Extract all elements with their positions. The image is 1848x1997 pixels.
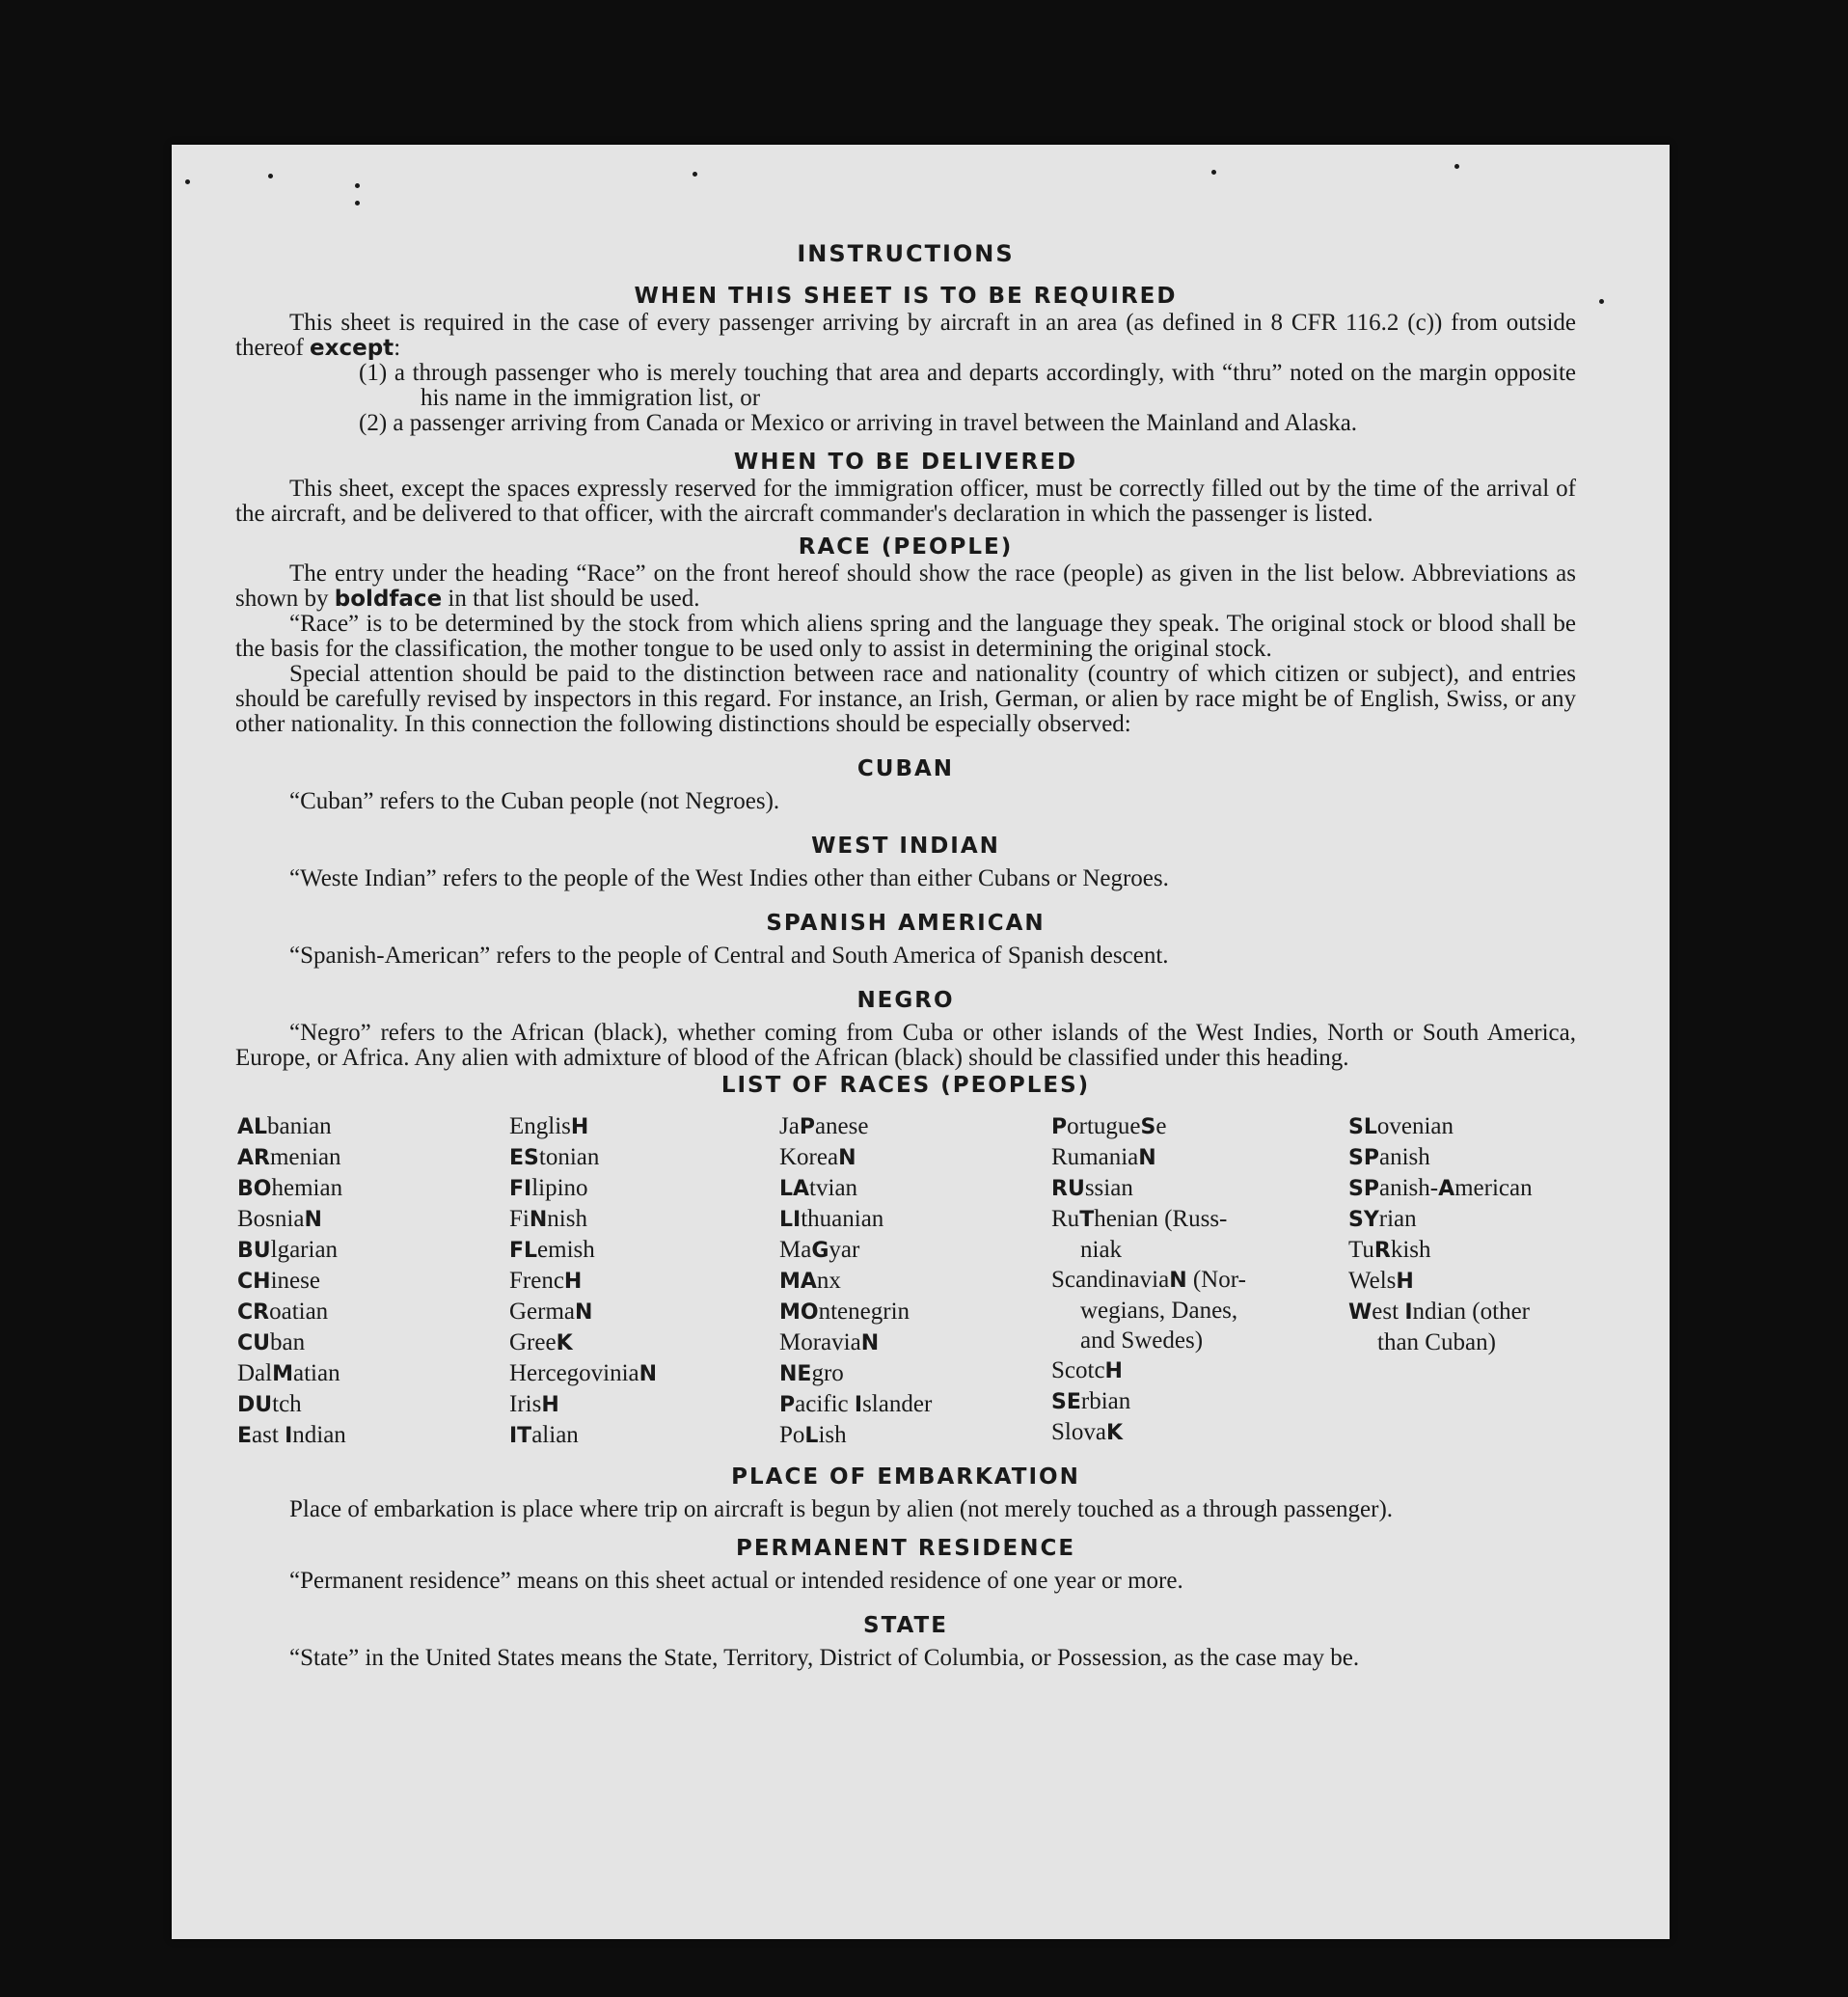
race-text: rian	[1378, 1206, 1417, 1232]
race-text: ban	[270, 1329, 306, 1355]
race-text: nx	[816, 1268, 841, 1294]
race-entry	[509, 1173, 779, 1204]
race-text: Bosnia	[237, 1206, 305, 1232]
race-text: est	[1372, 1299, 1405, 1325]
speck	[185, 179, 190, 184]
races-column-1	[237, 1111, 509, 1451]
race-text: Germa	[509, 1299, 576, 1325]
race-abbreviation: FL	[509, 1239, 538, 1263]
races-list	[237, 1111, 1576, 1451]
race-entry	[779, 1266, 1051, 1297]
state-text: “State” in the United States means the State, Territory, District of Columbia, or Possession, as the case may be.	[289, 1645, 1360, 1671]
speck	[355, 183, 360, 188]
race-text: menian	[269, 1144, 341, 1170]
race-abbreviation: MO	[779, 1300, 819, 1325]
race-entry	[237, 1111, 509, 1142]
speck	[1211, 170, 1216, 175]
speck	[1454, 164, 1459, 169]
race-text: oatian	[269, 1299, 329, 1325]
race-text: Scandinavia	[1051, 1267, 1170, 1293]
required-intro: This sheet is required in the case of every passenger arriving by aircraft in an area (as defined in 8 CFR 116.2 (c)) from outside thereof except:	[235, 310, 1576, 361]
race-text: slander	[862, 1391, 933, 1417]
race-entry	[237, 1266, 509, 1297]
race-text: ntenegrin	[818, 1299, 910, 1325]
heading-when-required: WHEN THIS SHEET IS TO BE REQUIRED	[634, 284, 1178, 309]
race-abbreviation: IT	[509, 1424, 532, 1448]
race-entry	[779, 1327, 1051, 1358]
race-text: Englis	[509, 1113, 571, 1139]
race-entry	[509, 1389, 779, 1420]
race-entry	[237, 1358, 509, 1389]
race-entry	[509, 1358, 779, 1389]
race-abbreviation: MA	[779, 1270, 817, 1294]
race-entry	[1348, 1111, 1590, 1142]
race-text: acific	[795, 1391, 855, 1417]
west-indian-text: “Weste Indian” refers to the people of the West Indies other than either Cubans or Negroes.	[289, 865, 1169, 891]
race-text: e	[1155, 1113, 1167, 1139]
race-abbreviation: CH	[237, 1270, 271, 1294]
race-abbreviation: M	[272, 1362, 294, 1386]
heading-negro: NEGRO	[856, 988, 955, 1013]
race-text: yar	[829, 1237, 860, 1263]
race-abbreviation: P	[799, 1115, 815, 1139]
race-text: wegians, Danes,	[1080, 1298, 1238, 1324]
race-text: hemian	[271, 1175, 343, 1201]
except-keyword: except	[310, 336, 394, 361]
race-entry	[779, 1142, 1051, 1173]
race-entry	[509, 1235, 779, 1266]
embarkation-text: Place of embarkation is place where trip on aircraft is begun by alien (not merely touched as a through passenger).	[289, 1496, 1394, 1522]
race-text: Frenc	[509, 1268, 564, 1294]
speck	[268, 174, 273, 178]
races-column-4	[1051, 1111, 1348, 1451]
race-abbreviation: N	[529, 1208, 548, 1232]
race-text: ndian (other	[1412, 1299, 1530, 1325]
race-entry	[779, 1204, 1051, 1235]
residence-text: “Permanent residence” means on this sheet actual or intended residence of one year or more.	[289, 1568, 1183, 1594]
race-text: Moravia	[779, 1329, 861, 1355]
race-text: Korea	[779, 1144, 839, 1170]
heading-permanent-residence: PERMANENT RESIDENCE	[735, 1536, 1076, 1561]
race-entry	[509, 1420, 779, 1451]
race-abbreviation: H	[1104, 1359, 1123, 1383]
page-title: INSTRUCTIONS	[797, 240, 1015, 267]
heading-state: STATE	[863, 1613, 948, 1638]
race-text: niak	[1080, 1237, 1123, 1263]
heading-when-delivered: WHEN TO BE DELIVERED	[733, 450, 1078, 475]
race-entry	[779, 1235, 1051, 1266]
race-text: Ru	[1051, 1206, 1080, 1232]
race-paragraph-2: “Race” is to be determined by the stock from which aliens spring and the language they speak. The original stock or blood shall be the basis for the classification, the mother tongue to be used only to assist in determining the original stock.	[235, 611, 1576, 662]
race-abbreviation: N	[838, 1146, 856, 1170]
boldface-keyword: boldface	[334, 587, 443, 612]
race-entry-continuation	[1051, 1296, 1348, 1326]
race-text: banian	[267, 1113, 332, 1139]
race-abbreviation: N	[1138, 1146, 1156, 1170]
race-entry	[779, 1420, 1051, 1451]
race-entry	[509, 1111, 779, 1142]
race-text: gro	[811, 1360, 844, 1386]
delivered-text: This sheet, except the spaces expressly reserved for the immigration officer, must be correctly filled out by the time of the arrival of the aircraft, and be delivered to that officer, with the aircraft commander's declaration in which the passenger is listed.	[235, 476, 1576, 527]
race-text: Iris	[509, 1391, 542, 1417]
race-text: Tu	[1348, 1237, 1374, 1263]
race-entry	[509, 1266, 779, 1297]
race-text: Po	[779, 1422, 805, 1448]
speck	[693, 172, 697, 177]
race-entry	[1051, 1417, 1348, 1448]
race-abbreviation: W	[1348, 1300, 1372, 1325]
race-text: ndian	[292, 1422, 346, 1448]
race-entry	[509, 1204, 779, 1235]
race-abbreviation: H	[1396, 1270, 1414, 1294]
race-abbreviation: E	[237, 1424, 253, 1448]
race-entry-continuation	[1348, 1327, 1590, 1357]
heading-spanish-american: SPANISH AMERICAN	[766, 911, 1046, 936]
race-text: tvian	[809, 1175, 858, 1201]
race-abbreviation: SL	[1348, 1115, 1377, 1139]
race-text: ovenian	[1376, 1113, 1454, 1139]
race-entry	[1051, 1142, 1348, 1173]
race-entry	[509, 1297, 779, 1327]
race-entry	[1051, 1173, 1348, 1204]
race-text: nish	[547, 1206, 587, 1232]
race-entry	[1348, 1297, 1590, 1327]
race-text: kish	[1390, 1237, 1431, 1263]
race-text: ortugue	[1067, 1113, 1141, 1139]
race-text: Wels	[1348, 1268, 1397, 1294]
negro-text: “Negro” refers to the African (black), whether coming from Cuba or other islands of the West Indies, North or South America, Europe, or Africa. Any alien with admixture of blood of the African (black) should be classified under this heading.	[235, 1020, 1576, 1071]
race-abbreviation: I	[285, 1424, 293, 1448]
race-text: Gree	[509, 1329, 557, 1355]
race-abbreviation: NE	[779, 1362, 812, 1386]
race-abbreviation: N	[1169, 1269, 1187, 1293]
race-entry	[1348, 1266, 1590, 1297]
race-text: Fi	[509, 1206, 530, 1232]
race-abbreviation: P	[779, 1393, 796, 1417]
race-paragraph-3: Special attention should be paid to the distinction between race and nationality (country of which citizen or subject), and entries should be carefully revised by inspectors in this regard. For instance, an Irish, German, or alien by race might be of English, Swiss, or any other nationality. In this connection the following distinctions should be especially observed:	[235, 661, 1576, 737]
race-entry	[509, 1327, 779, 1358]
race-text: Rumania	[1051, 1144, 1139, 1170]
race-text: anish-	[1378, 1175, 1439, 1201]
speck	[355, 201, 360, 205]
race-abbreviation: N	[304, 1208, 322, 1232]
race-entry	[1348, 1142, 1590, 1173]
race-entry	[237, 1389, 509, 1420]
race-entry	[237, 1420, 509, 1451]
race-entry	[1051, 1355, 1348, 1386]
race-entry	[1348, 1173, 1590, 1204]
race-abbreviation: SP	[1348, 1146, 1379, 1170]
race-abbreviation: I	[854, 1393, 863, 1417]
race-abbreviation: RU	[1051, 1177, 1085, 1201]
race-text: ast	[252, 1422, 285, 1448]
race-entry	[1051, 1386, 1348, 1417]
heading-west-indian: WEST INDIAN	[811, 834, 1000, 859]
race-text: Slova	[1051, 1419, 1106, 1445]
race-text: Scotc	[1051, 1357, 1105, 1383]
race-abbreviation: SP	[1348, 1177, 1379, 1201]
race-entry	[779, 1297, 1051, 1327]
races-column-2	[509, 1111, 779, 1451]
race-text: anish	[1378, 1144, 1430, 1170]
race-abbreviation: DU	[237, 1393, 273, 1417]
race-text: lipino	[531, 1175, 588, 1201]
race-abbreviation: FI	[509, 1177, 532, 1201]
race-text: (Nor-	[1186, 1267, 1246, 1293]
race-text: henian (Russ-	[1094, 1206, 1228, 1232]
race-text: alian	[531, 1422, 579, 1448]
spanish-american-text: “Spanish-American” refers to the people of Central and South America of Spanish descent.	[289, 943, 1169, 969]
race-abbreviation: CR	[237, 1300, 270, 1325]
heading-place-of-embarkation: PLACE OF EMBARKATION	[731, 1464, 1080, 1490]
race-abbreviation: SY	[1348, 1208, 1379, 1232]
race-abbreviation: I	[1404, 1300, 1413, 1325]
race-abbreviation: N	[575, 1300, 593, 1325]
race-entry	[1051, 1111, 1348, 1142]
race-entry	[779, 1173, 1051, 1204]
race-text: and Swedes)	[1080, 1327, 1204, 1354]
race-entry	[1051, 1265, 1348, 1296]
race-text: ish	[818, 1422, 847, 1448]
race-abbreviation: H	[563, 1270, 583, 1294]
race-text: thuanian	[801, 1206, 884, 1232]
race-entry	[237, 1327, 509, 1358]
race-text: tonian	[538, 1144, 600, 1170]
race-abbreviation: H	[570, 1115, 589, 1139]
race-entry	[237, 1235, 509, 1266]
race-text: anese	[814, 1113, 869, 1139]
race-entry	[237, 1173, 509, 1204]
race-abbreviation: P	[1051, 1115, 1068, 1139]
race-abbreviation: G	[811, 1239, 829, 1263]
heading-race: RACE (PEOPLE)	[798, 534, 1014, 560]
race-text: Ma	[779, 1237, 812, 1263]
race-abbreviation: N	[860, 1331, 880, 1355]
race-entry	[779, 1358, 1051, 1389]
race-text: merican	[1454, 1175, 1533, 1201]
race-text: emish	[537, 1237, 595, 1263]
instruction-sheet	[172, 145, 1670, 1939]
race-abbreviation: K	[556, 1331, 573, 1355]
heading-list-of-races: LIST OF RACES (PEOPLES)	[720, 1073, 1091, 1098]
race-text: Hercegovinia	[509, 1360, 639, 1386]
race-abbreviation: BU	[237, 1239, 271, 1263]
race-abbreviation: N	[639, 1362, 658, 1386]
race-entry	[779, 1389, 1051, 1420]
race-entry	[237, 1297, 509, 1327]
race-entry	[1348, 1204, 1590, 1235]
races-column-5	[1348, 1111, 1590, 1451]
race-abbreviation: SE	[1051, 1390, 1081, 1414]
race-abbreviation: CU	[237, 1331, 271, 1355]
race-abbreviation: K	[1105, 1421, 1124, 1445]
race-abbreviation: AR	[237, 1146, 270, 1170]
race-entry	[237, 1204, 509, 1235]
instructions-content	[235, 239, 1576, 1671]
race-abbreviation: L	[804, 1424, 819, 1448]
race-text: Ja	[779, 1113, 800, 1139]
race-text: than Cuban)	[1377, 1329, 1496, 1355]
race-abbreviation: BO	[237, 1177, 272, 1201]
races-column-3	[779, 1111, 1051, 1451]
race-abbreviation: R	[1373, 1239, 1391, 1263]
race-entry	[1348, 1235, 1590, 1266]
race-paragraph-1: The entry under the heading “Race” on the front hereof should show the race (people) as given in the list below. Abbreviations as shown by boldface in that list should be used.	[235, 561, 1576, 612]
race-text: Dal	[237, 1360, 273, 1386]
race-abbreviation: A	[1438, 1177, 1455, 1201]
race-entry	[509, 1142, 779, 1173]
race-text: tch	[272, 1391, 302, 1417]
speck	[1599, 299, 1604, 304]
race-text: ssian	[1084, 1175, 1133, 1201]
race-abbreviation: LI	[779, 1208, 802, 1232]
race-text: atian	[293, 1360, 340, 1386]
race-text: lgarian	[270, 1237, 339, 1263]
required-item-1: (1) a through passenger who is merely touching that area and departs accordingly, with “thru” noted on the margin opposite his name in the immigration list, or	[359, 360, 1576, 411]
required-item-2: (2) a passenger arriving from Canada or Mexico or arriving in travel between the Mainland and Alaska.	[359, 410, 1358, 436]
race-abbreviation: H	[541, 1393, 559, 1417]
race-abbreviation: S	[1140, 1115, 1156, 1139]
race-entry-continuation	[1051, 1235, 1348, 1265]
race-abbreviation: T	[1079, 1208, 1095, 1232]
race-entry	[779, 1111, 1051, 1142]
cuban-text: “Cuban” refers to the Cuban people (not Negroes).	[289, 788, 780, 814]
race-abbreviation: ES	[509, 1146, 539, 1170]
race-abbreviation: AL	[237, 1115, 268, 1139]
race-entry	[237, 1142, 509, 1173]
heading-cuban: CUBAN	[856, 756, 955, 781]
race-abbreviation: LA	[779, 1177, 810, 1201]
race-entry-continuation	[1051, 1326, 1348, 1355]
race-text: inese	[270, 1268, 320, 1294]
race-entry	[1051, 1204, 1348, 1235]
race-text: rbian	[1080, 1388, 1131, 1414]
